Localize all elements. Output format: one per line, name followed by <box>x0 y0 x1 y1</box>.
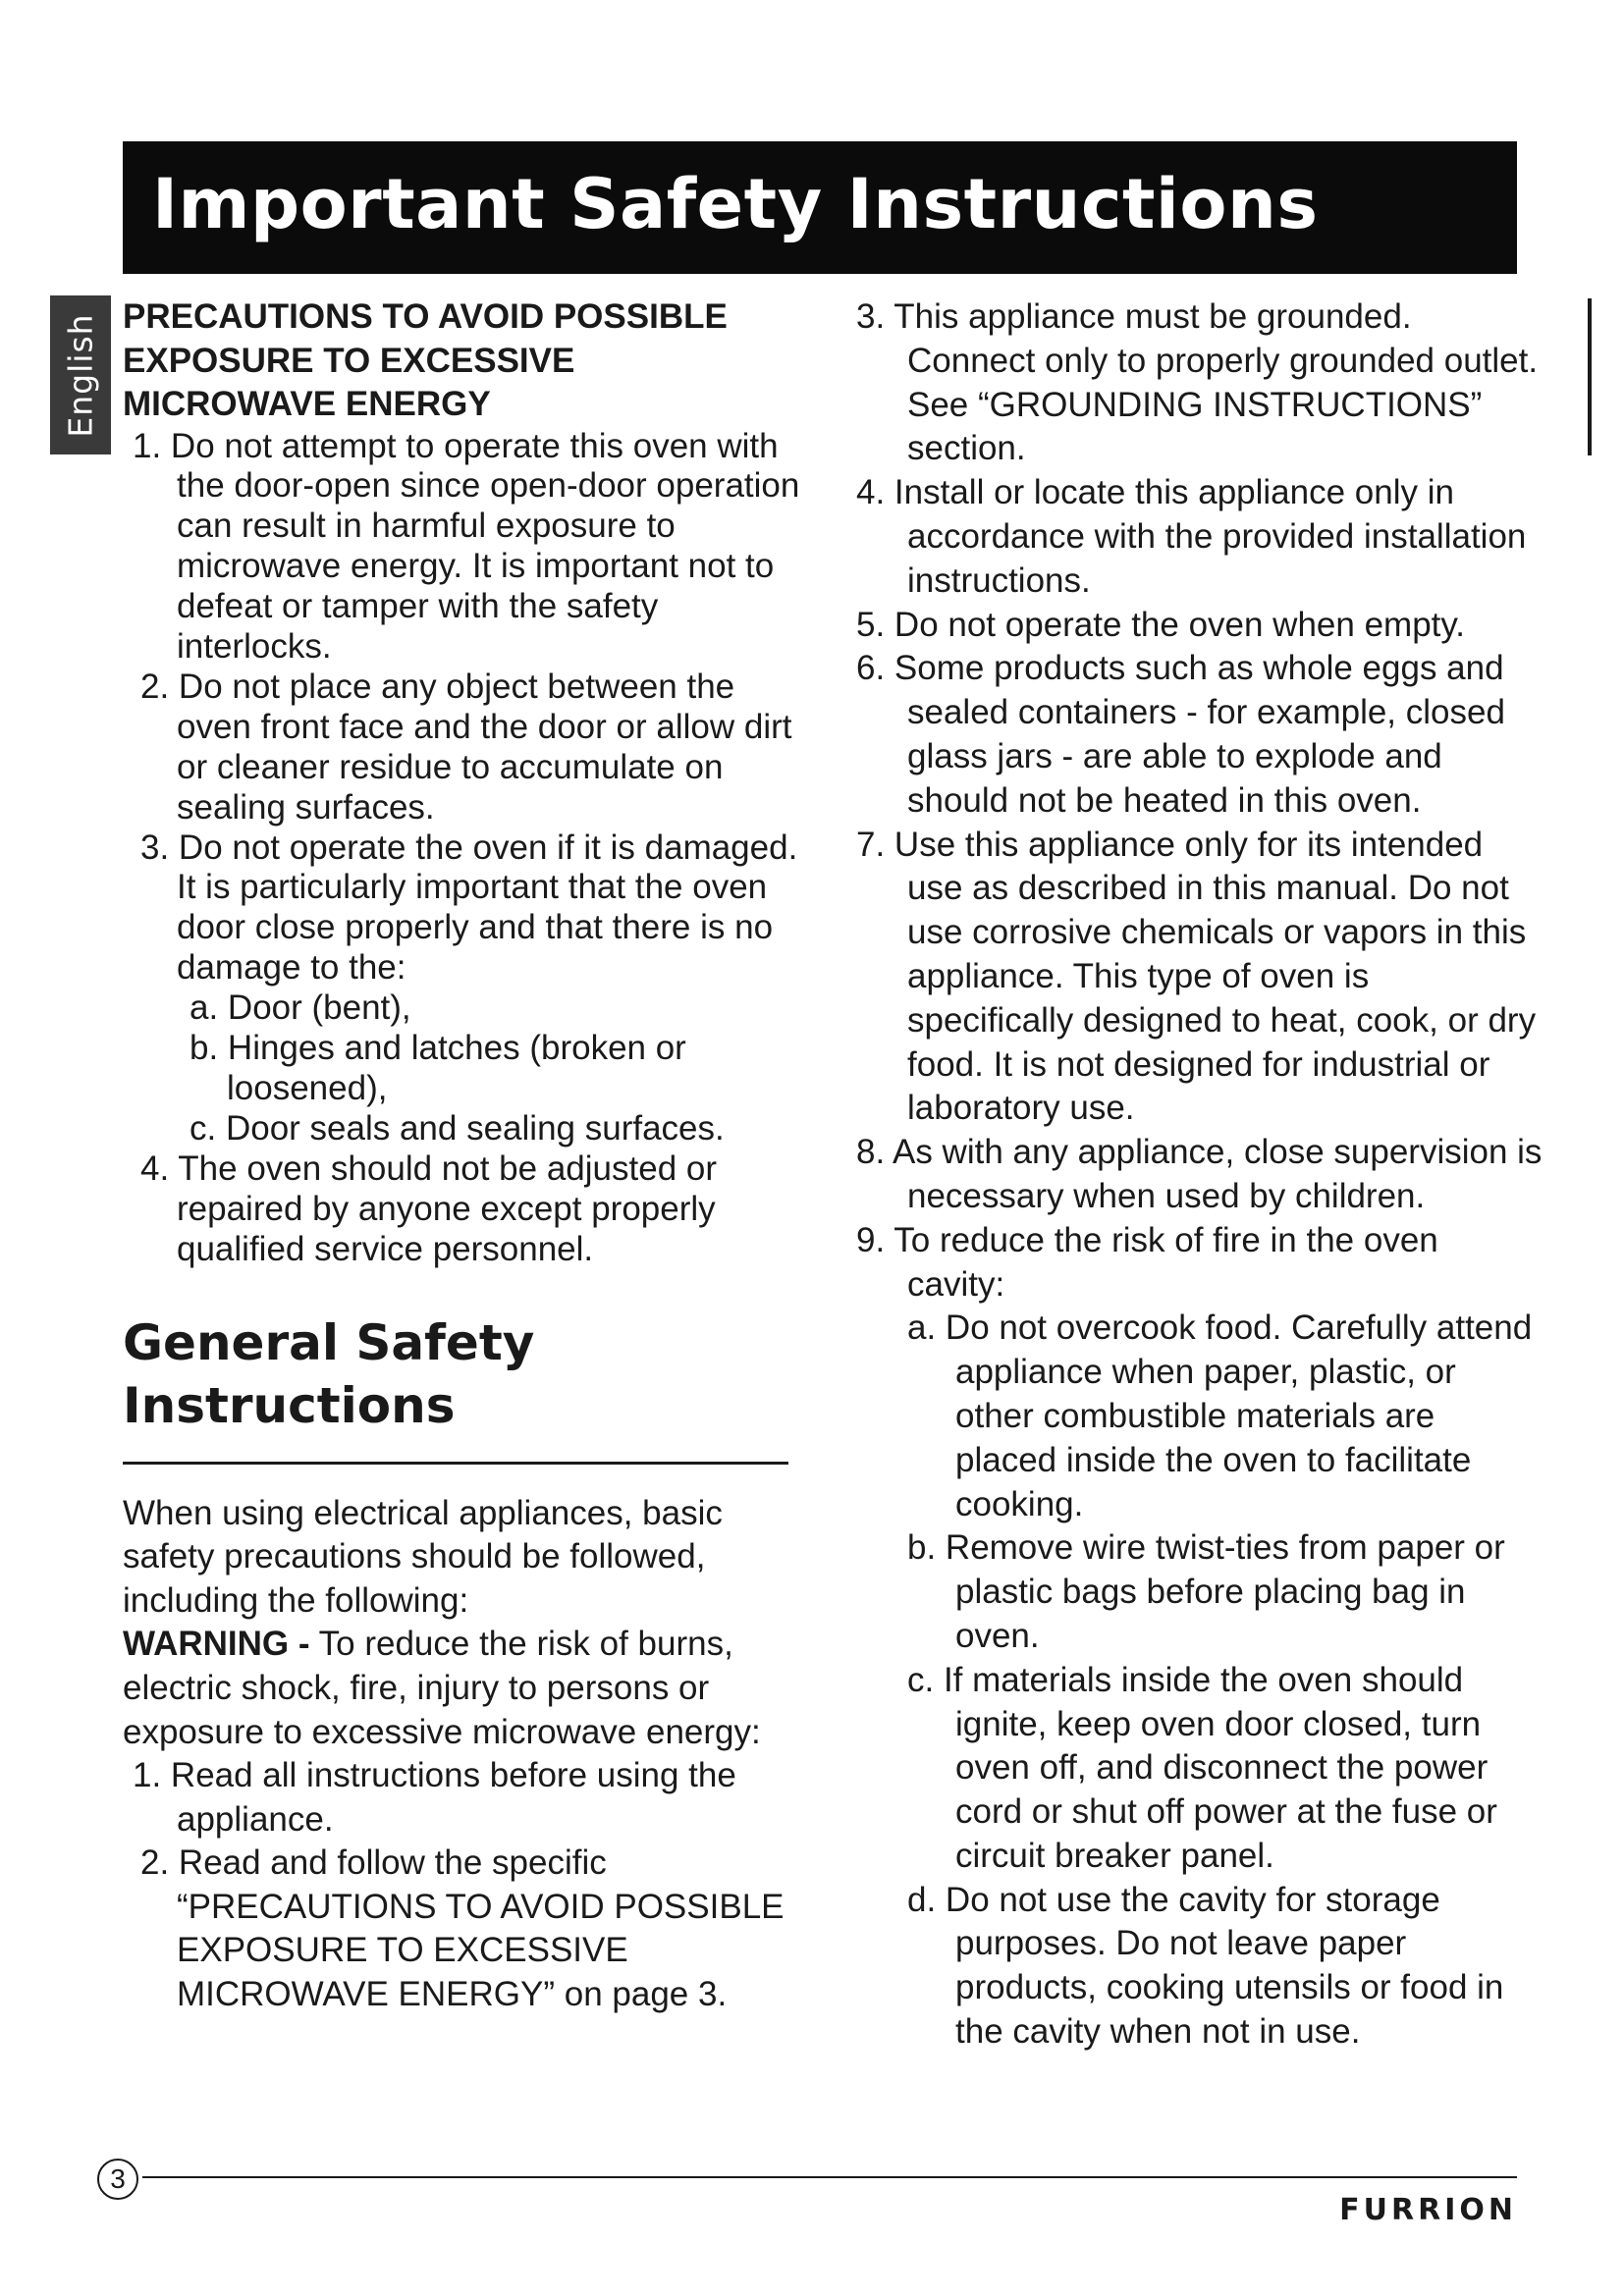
brand-name: FURRION <box>1339 2192 1517 2227</box>
general-item-7: 7. Use this appliance only for its intended use as described in this manual. Do not use corrosive chemicals or vapors in this appliance. This type of oven is specifically designed to heat, cook, or dry food. It is not designed for industrial or laboratory use. <box>856 825 1537 1128</box>
page-number <box>97 2159 138 2200</box>
footer-rule <box>142 2176 1517 2178</box>
right-column <box>856 295 1543 2055</box>
general-safety-title <box>123 1311 800 1437</box>
general-subitem-a: a. Do not overcook food. Carefully attend appliance when paper, plastic, or other combustible materials are placed inside the oven to facilitate cooking. <box>907 1308 1533 1523</box>
precautions-heading-line: MICROWAVE ENERGY <box>123 385 491 423</box>
side-marker <box>1588 298 1592 455</box>
warning-label: WARNING - <box>123 1625 310 1664</box>
general-safety-title-line: General Safety <box>123 1313 535 1371</box>
page-title: Important Safety Instructions <box>152 164 1319 244</box>
general-subitem-d: d. Do not use the cavity for storage purposes. Do not leave paper products, cooking utensils or food in the cavity when not in use. <box>907 1880 1504 2052</box>
general-subitem-b: b. Remove wire twist-ties from paper or plastic bags before placing bag in oven. <box>907 1528 1505 1655</box>
precautions-heading-line: EXPOSURE TO EXCESSIVE <box>123 341 575 380</box>
precaution-item-1: 1. Do not attempt to operate this oven with the door-open since open-door operation can result in harmful exposure to microwave energy. It is important not to defeat or tamper with the safety interlocks. <box>133 426 800 667</box>
general-safety-title-line: Instructions <box>123 1376 456 1434</box>
section-divider <box>123 1462 788 1465</box>
precaution-item-4: 4. The oven should not be adjusted or repaired by anyone except properly qualified service personnel. <box>140 1148 718 1268</box>
general-item-3: 3. This appliance must be grounded. Connect only to properly grounded outlet. See “GROUNDING INSTRUCTIONS” section. <box>856 297 1539 468</box>
warning-paragraph <box>123 1623 800 1754</box>
general-intro: When using electrical appliances, basic safety precautions should be followed, including the following: <box>123 1493 723 1620</box>
general-subitem-c: c. If materials inside the oven should ignite, keep oven door closed, turn oven off, and disconnect the power cord or shut off power at the fuse or circuit breaker panel. <box>907 1660 1497 1875</box>
general-item-9: 9. To reduce the risk of fire in the oven cavity: <box>856 1220 1438 1304</box>
general-item-4: 4. Install or locate this appliance only in accordance with the provided installation instructions. <box>856 473 1527 600</box>
general-item-5: 5. Do not operate the oven when empty. <box>856 605 1466 644</box>
language-tab <box>50 295 111 454</box>
general-item-6: 6. Some products such as whole eggs and sealed containers - for example, closed glass jars - are able to explode and should not be heated in this oven. <box>856 649 1505 820</box>
precautions-heading <box>123 295 800 427</box>
title-banner <box>123 141 1517 274</box>
language-tab-label: English <box>61 312 100 438</box>
precaution-subitem-c: c. Door seals and sealing surfaces. <box>189 1108 725 1148</box>
precaution-subitem-a: a. Door (bent), <box>189 988 411 1028</box>
precaution-item-3: 3. Do not operate the oven if it is damaged. It is particularly important that the oven door close properly and that there is no damage to the: <box>140 828 798 988</box>
page-number-text: 3 <box>110 2163 126 2194</box>
general-item-2: 2. Read and follow the specific “PRECAUTIONS TO AVOID POSSIBLE EXPOSURE TO EXCESSIVE MICROWAVE ENERGY” on page 3. <box>140 1843 785 2013</box>
left-column <box>123 295 800 2016</box>
brand-logo <box>1326 2192 1517 2227</box>
precaution-subitem-b: b. Hinges and latches (broken or loosened), <box>189 1029 686 1107</box>
general-item-1: 1. Read all instructions before using the appliance. <box>133 1756 736 1839</box>
general-item-8: 8. As with any appliance, close supervision is necessary when used by children. <box>856 1133 1543 1215</box>
precautions-heading-line: PRECAUTIONS TO AVOID POSSIBLE <box>123 297 728 336</box>
warning-text: To reduce the risk of burns, electric shock, fire, injury to persons or exposure to excessive microwave energy: <box>123 1625 761 1751</box>
precaution-item-2: 2. Do not place any object between the oven front face and the door or allow dirt or cleaner residue to accumulate on sealing surfaces. <box>140 667 792 827</box>
